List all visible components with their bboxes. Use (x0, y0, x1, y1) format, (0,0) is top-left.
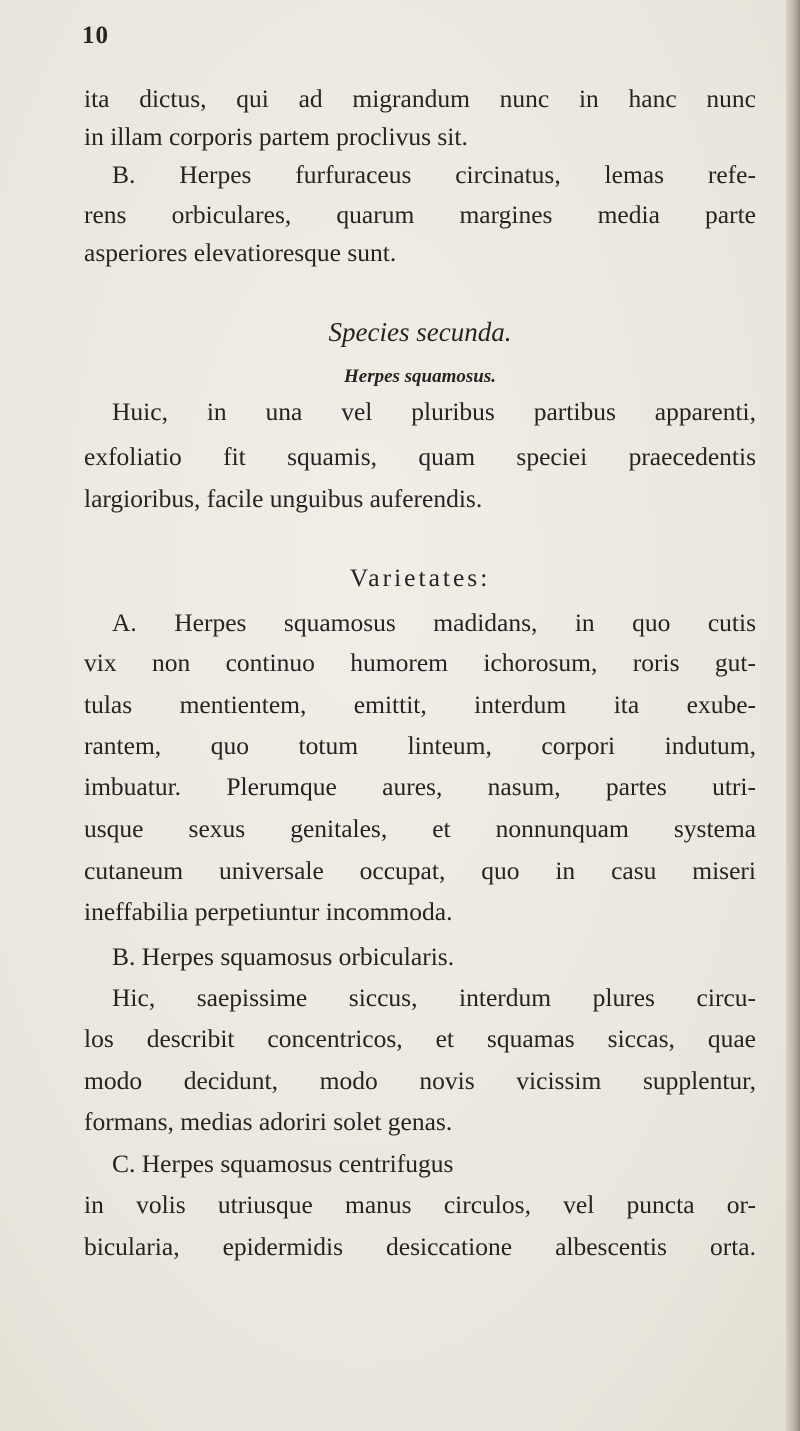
text-line: cutaneum universale occupat, quo in casu miseri (84, 856, 756, 885)
text-line: rantem, quo totum linteum, corpori indutum, (84, 731, 756, 760)
text-line: los describit concentricos, et squamas siccas, quae (84, 1024, 756, 1053)
text-line: C. Herpes squamosus centrifugus (112, 1149, 454, 1178)
text-line: tulas mentientem, emittit, interdum ita exube- (84, 690, 756, 719)
page-edge (786, 0, 800, 1431)
page-number: 10 (82, 22, 109, 49)
text-line: rens orbiculares, quarum margines media parte (84, 200, 756, 229)
text-line: asperiores elevatioresque sunt. (84, 238, 397, 267)
text-line: ineffabilia perpetiuntur incommoda. (84, 897, 453, 926)
text-line: A. Herpes squamosus madidans, in quo cutis (112, 608, 756, 637)
text-line: largioribus, facile unguibus auferendis. (84, 484, 483, 513)
section-subheading: Herpes squamosus. (343, 366, 497, 387)
text-line: B. Herpes furfuraceus circinatus, lemas refe- (112, 160, 756, 189)
text-line: Huic, in una vel pluribus partibus apparenti, (112, 397, 756, 426)
text-line: in volis utriusque manus circulos, vel puncta or- (84, 1190, 756, 1219)
text-line: B. Herpes squamosus orbicularis. (112, 942, 455, 971)
text-line: formans, medias adoriri solet genas. (84, 1107, 453, 1136)
text-line: ita dictus, qui ad migrandum nunc in hanc nunc (84, 84, 756, 113)
text-line: exfoliatio fit squamis, quam speciei praecedentis (84, 442, 756, 471)
text-line: vix non continuo humorem ichorosum, roris gut- (84, 648, 756, 677)
section-heading: Species secunda. (328, 317, 512, 347)
text-line: usque sexus genitales, et nonnunquam systema (84, 814, 756, 843)
text-line: modo decidunt, modo novis vicissim supplentur, (84, 1066, 756, 1095)
text-line: imbuatur. Plerumque aures, nasum, partes utri- (84, 772, 756, 801)
text-line: Hic, saepissime siccus, interdum plures circu- (112, 983, 756, 1012)
text-line: bicularia, epidermidis desiccatione albescentis orta. (84, 1232, 756, 1261)
varieties-heading: Varietates: (349, 563, 491, 592)
text-line: in illam corporis partem proclivus sit. (84, 122, 468, 151)
